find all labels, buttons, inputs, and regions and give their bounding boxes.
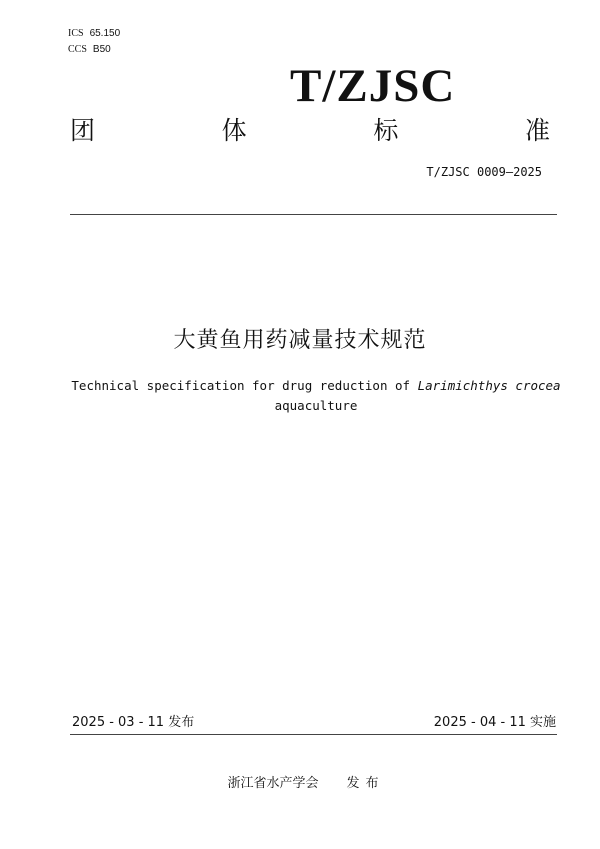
ics-value: 65.150 (89, 28, 121, 39)
standard-logo: T/ZJSC (290, 60, 456, 112)
ccs-classification (68, 44, 111, 56)
implement-date: 2025 - 04 - 11 实施 (433, 715, 556, 730)
publish-date: 2025 - 03 - 11 发布 (72, 715, 195, 730)
publisher-name: 浙江省水产学会 (227, 776, 319, 791)
standard-type-char-3: 标 (373, 116, 399, 145)
publisher-action: 发布 (346, 776, 385, 791)
title-english-line-1 (0, 378, 600, 394)
title-chinese: 大黄鱼用药减量技术规范 (173, 328, 427, 353)
standard-type-char-1: 团 (70, 116, 96, 145)
standard-type-char-4: 准 (524, 116, 550, 145)
title-english-prefix: Technical specification for drug reduction of (71, 378, 418, 393)
standard-code: T/ZJSC 0009—2025 (426, 165, 542, 179)
top-divider (70, 214, 557, 215)
standard-type-heading (70, 114, 550, 148)
bottom-divider (70, 734, 557, 735)
standard-type-char-2: 体 (221, 116, 247, 145)
title-english-species: Larimichthys crocea (417, 378, 561, 393)
title-english-line-2: aquaculture (274, 398, 358, 413)
ics-classification (68, 28, 120, 40)
ics-label: ICS (68, 28, 84, 39)
ccs-value: B50 (92, 44, 111, 55)
publisher-line (0, 775, 600, 793)
ccs-label: CCS (68, 44, 87, 55)
